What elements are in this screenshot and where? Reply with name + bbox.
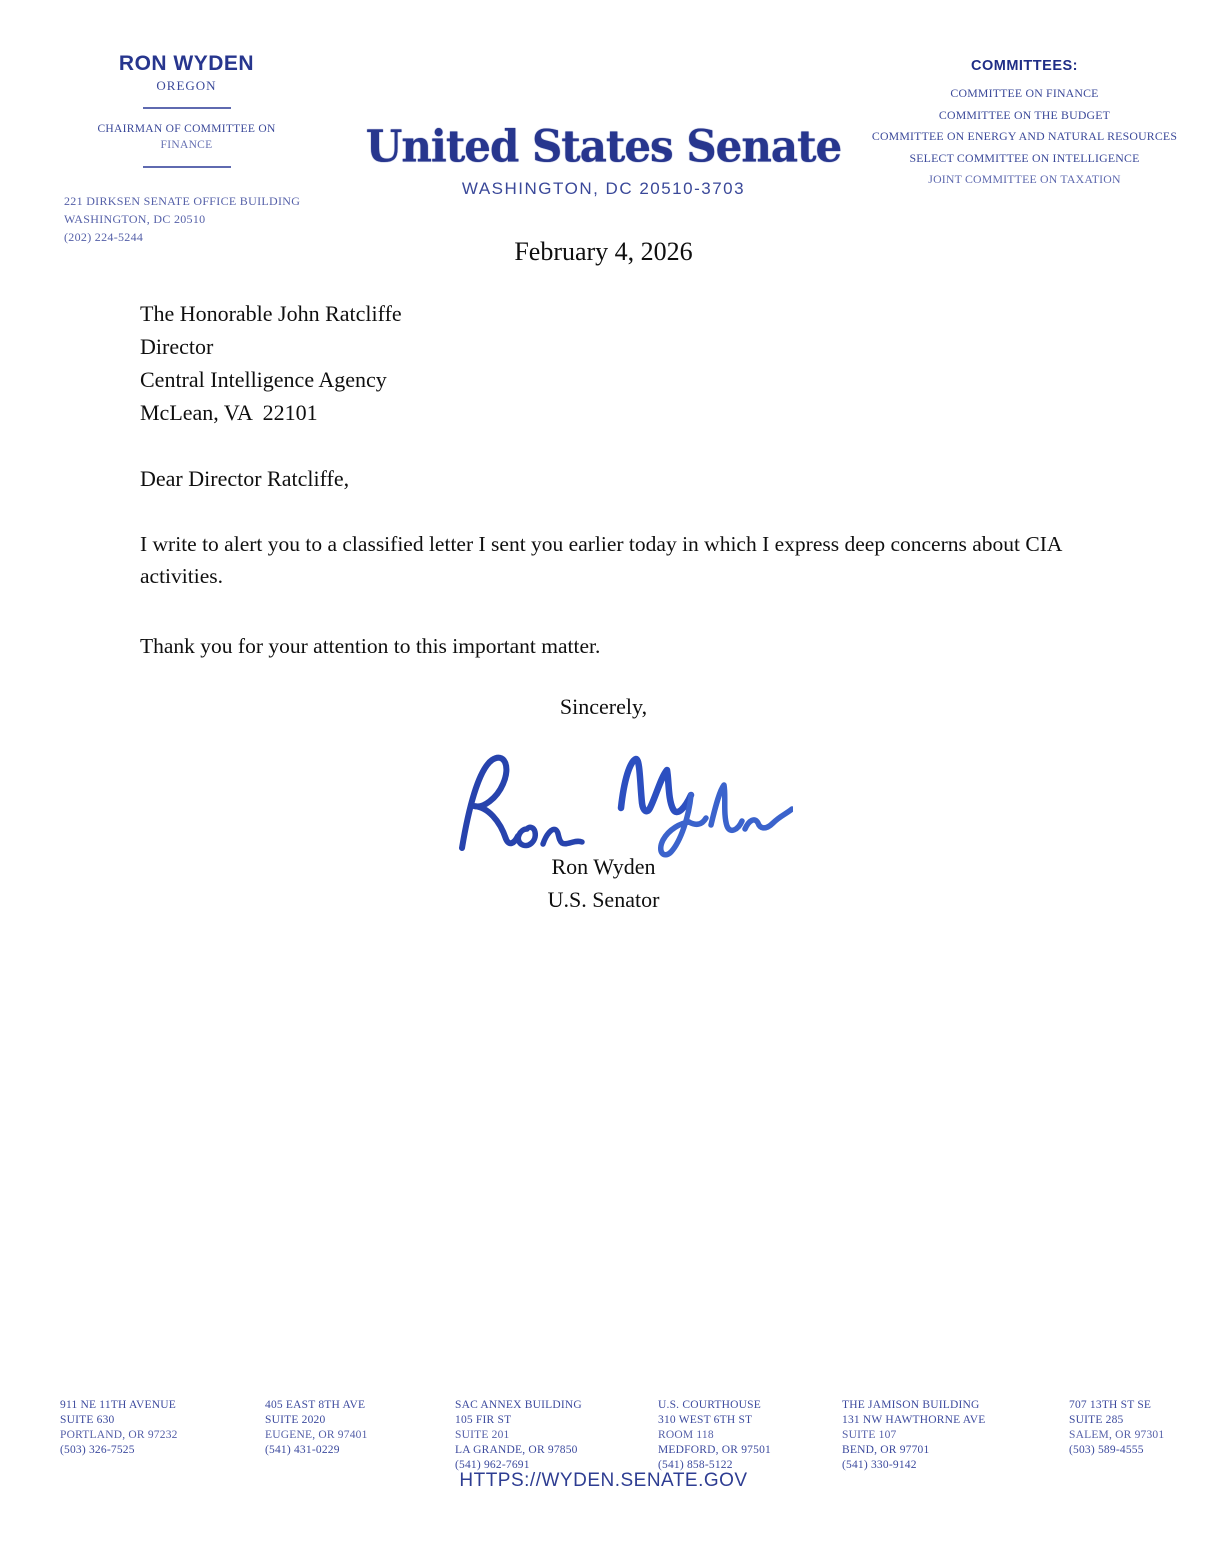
committees-heading: COMMITTEES: <box>971 58 1078 74</box>
sender-address-line: (202) 224-5244 <box>64 230 144 244</box>
recipient-line: Director <box>140 334 214 359</box>
sender-address-line: 221 DIRKSEN SENATE OFFICE BUILDING <box>64 194 301 208</box>
office-address-line: PORTLAND, OR 97232 <box>60 1429 178 1441</box>
office-address-line: 310 WEST 6TH ST <box>658 1414 753 1426</box>
office-address-line: (541) 858-5122 <box>658 1459 733 1471</box>
office-address-line: 131 NW HAWTHORNE AVE <box>842 1414 986 1426</box>
office-address-bend <box>842 1398 986 1473</box>
office-address-line: 405 EAST 8TH AVE <box>265 1399 366 1411</box>
sender-state: OREGON <box>156 78 217 93</box>
masthead-subtitle: WASHINGTON, DC 20510-3703 <box>461 179 746 198</box>
office-address-line: SUITE 201 <box>455 1429 510 1441</box>
office-address-portland <box>60 1398 178 1458</box>
recipient-line: McLean, VA 22101 <box>140 400 318 425</box>
recipient-line: The Honorable John Ratcliffe <box>140 301 402 326</box>
office-address-line: SALEM, OR 97301 <box>1069 1429 1165 1441</box>
office-address-line: (541) 431-0229 <box>265 1444 340 1456</box>
office-address-line: SAC ANNEX BUILDING <box>455 1399 582 1411</box>
committee-item: SELECT COMMITTEE ON INTELLIGENCE <box>909 150 1140 165</box>
recipient-block <box>140 297 402 429</box>
office-address-la-grande <box>455 1398 582 1473</box>
ron-wyden-signature <box>448 746 793 864</box>
recipient-line: Central Intelligence Agency <box>140 367 387 392</box>
committee-item: COMMITTEE ON FINANCE <box>950 86 1099 100</box>
salutation: Dear Director Ratcliffe, <box>140 466 350 491</box>
office-address-line: (541) 330-9142 <box>842 1459 917 1471</box>
office-address-medford <box>658 1398 771 1473</box>
office-address-line: BEND, OR 97701 <box>842 1444 930 1456</box>
office-address-line: MEDFORD, OR 97501 <box>658 1444 771 1456</box>
office-address-line: U.S. COURTHOUSE <box>658 1399 761 1411</box>
body-paragraph: I write to alert you to a classified letter I sent you earlier today in which I express deep concerns about CIA activities. <box>140 532 1062 588</box>
office-address-line: (541) 962-7691 <box>455 1459 530 1471</box>
committees-block <box>852 58 1197 191</box>
closing: Sincerely, <box>559 694 648 719</box>
body-paragraph: Thank you for your attention to this important matter. <box>140 634 601 658</box>
committees-list <box>852 83 1197 191</box>
office-address-line: 105 FIR ST <box>455 1414 512 1426</box>
office-address-line: 911 NE 11TH AVENUE <box>60 1399 176 1411</box>
office-address-line: 707 13TH ST SE <box>1069 1399 1152 1411</box>
sender-address-line: WASHINGTON, DC 20510 <box>64 212 206 226</box>
committee-item: COMMITTEE ON THE BUDGET <box>938 107 1111 122</box>
office-address-eugene <box>265 1398 368 1458</box>
sender-name: RON WYDEN <box>118 52 255 75</box>
sender-title-line1: CHAIRMAN OF COMMITTEE ON <box>97 123 276 135</box>
masthead-title: United States Senate <box>365 120 842 173</box>
office-address-line: (503) 589-4555 <box>1069 1444 1144 1456</box>
website-url: HTTPS://WYDEN.SENATE.GOV <box>459 1470 748 1491</box>
signature-svg <box>448 746 793 864</box>
office-address-line: (503) 326-7525 <box>60 1444 135 1456</box>
office-address-line: LA GRANDE, OR 97850 <box>455 1444 578 1456</box>
signer-name: Ron Wyden <box>551 854 656 879</box>
office-address-line: EUGENE, OR 97401 <box>265 1429 368 1441</box>
office-address-line: ROOM 118 <box>658 1429 714 1441</box>
office-address-line: THE JAMISON BUILDING <box>842 1399 980 1411</box>
signer-block <box>0 850 1207 916</box>
committee-item: JOINT COMMITTEE ON TAXATION <box>928 172 1121 186</box>
office-address-salem <box>1069 1398 1164 1458</box>
office-address-line: SUITE 285 <box>1069 1414 1124 1426</box>
letter-date: February 4, 2026 <box>514 237 693 266</box>
sender-title-line2: FINANCE <box>160 139 213 151</box>
office-address-line: SUITE 630 <box>60 1414 115 1426</box>
office-address-line: SUITE 107 <box>842 1429 897 1441</box>
divider-rule <box>143 107 231 109</box>
committee-item: COMMITTEE ON ENERGY AND NATURAL RESOURCES <box>871 129 1178 143</box>
office-address-line: SUITE 2020 <box>265 1414 326 1426</box>
body-paragraphs <box>140 528 1075 700</box>
signer-title: U.S. Senator <box>547 887 660 912</box>
